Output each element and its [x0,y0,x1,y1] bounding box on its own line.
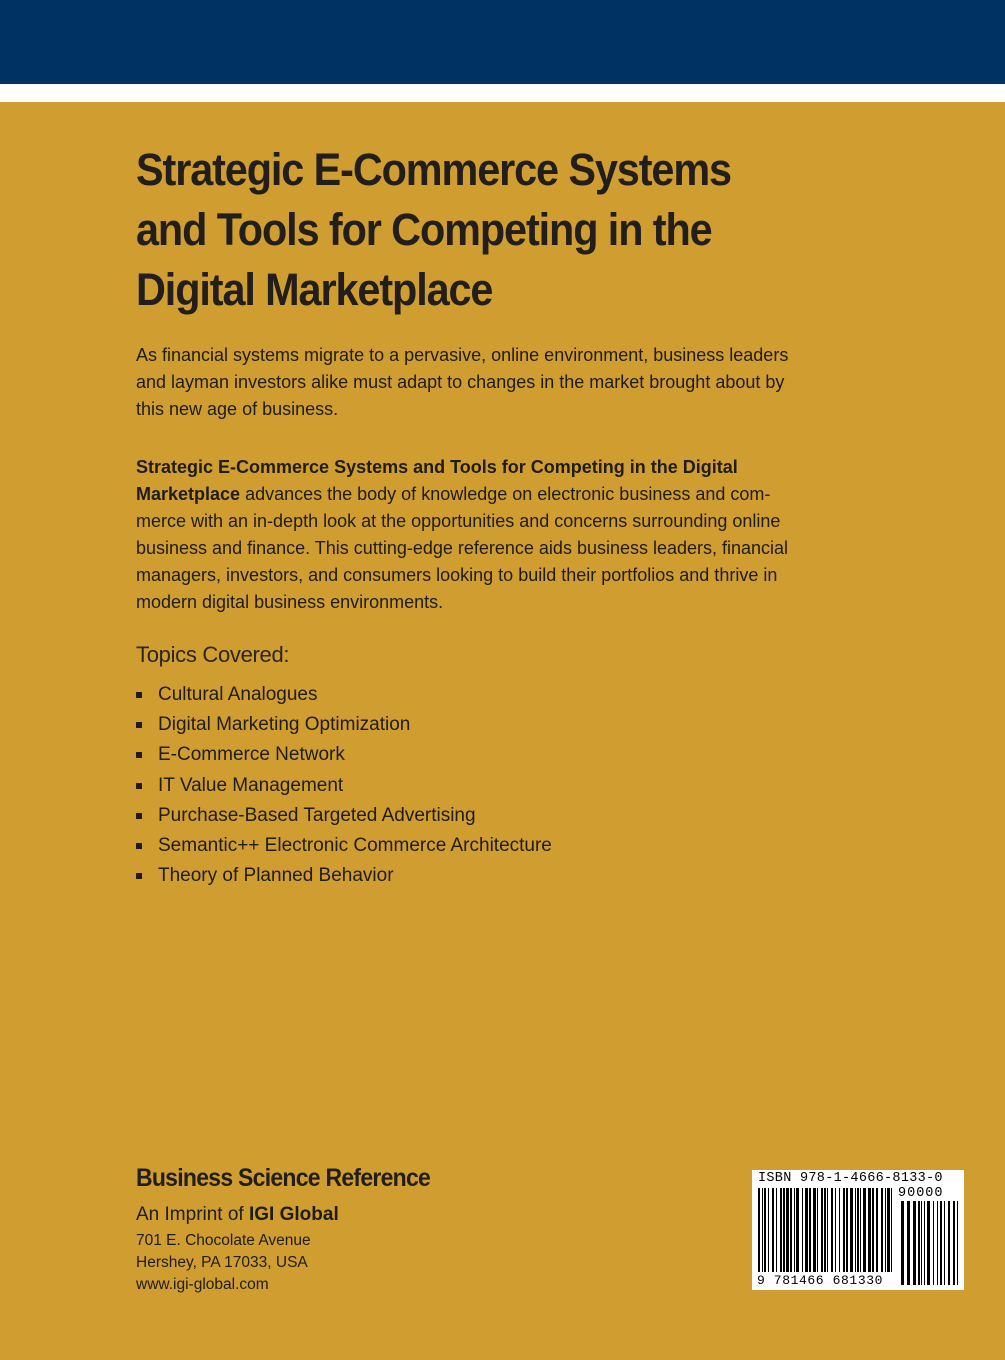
website-url: www.igi-global.com [136,1276,269,1293]
title-line: Digital Marketplace [136,264,493,315]
barcode-bar [885,1188,886,1272]
barcode-bar [921,1201,922,1285]
publisher-name: Business Science Reference [136,1164,431,1192]
barcode-bar [937,1201,938,1285]
barcode-bar [831,1188,833,1272]
barcode-bar [876,1188,878,1272]
barcode-bar [824,1188,826,1272]
address-line: 701 E. Chocolate Avenue [136,1232,311,1249]
barcode-bar [857,1188,859,1272]
barcode-bar [768,1188,769,1272]
barcode-bar [846,1188,848,1272]
barcode-bar [839,1188,840,1272]
barcode-bar [872,1188,874,1272]
topic-label: Cultural Analogues [158,684,318,706]
description-line: managers, investors, and consumers looking to build their portfolios and thrive in [136,565,778,585]
description-line: business and finance. This cutting-edge reference aids business leaders, financial [136,538,789,558]
description-title-bold: Marketplace [136,484,241,504]
barcode-bar [944,1201,945,1285]
description-title-bold: Strategic E-Commerce Systems and Tools for Competing in the Digital [136,457,738,477]
topics-heading: Topics Covered: [136,642,290,667]
barcode-bar [913,1201,916,1285]
barcode-bar [776,1188,777,1272]
barcode-bar [918,1201,920,1285]
barcode-bar [780,1188,782,1272]
topic-label: IT Value Management [158,774,344,796]
barcode-addon-digits: 90000 [898,1186,944,1201]
barcode-bar [933,1201,934,1285]
barcode-bar [850,1188,853,1272]
imprint-prefix: An Imprint of [136,1204,249,1225]
barcode-bar [764,1188,766,1272]
address-line: Hershey, PA 17033, USA [136,1254,308,1271]
barcode-bar [794,1188,795,1272]
description-line: modern digital business environments. [136,592,444,612]
barcode-bar [940,1201,942,1285]
barcode-bar [805,1188,808,1272]
barcode-bar [957,1201,958,1285]
title-line: Strategic E-Commerce Systems [136,144,731,195]
topic-label: Theory of Planned Behavior [158,865,394,887]
barcode-bar [827,1188,828,1272]
barcode-bar [881,1188,883,1272]
topic-label: Digital Marketing Optimization [158,714,411,736]
barcode-bar [891,1188,892,1272]
title-line: and Tools for Competing in the [136,204,712,255]
barcode-bar [790,1188,792,1272]
topic-label: E-Commerce Network [158,744,345,766]
barcode-bar [796,1188,799,1272]
barcode-bar [802,1188,803,1272]
barcode-bar [855,1188,856,1272]
barcode-bar [817,1188,818,1272]
barcode-bar [821,1188,823,1272]
description-line: merce with an in-depth look at the opportunities and concerns surrounding online [136,511,781,531]
intro-line: and layman investors alike must adapt to changes in the market brought about by [136,372,785,392]
barcode-bar [907,1201,910,1285]
barcode-bar [924,1201,925,1285]
barcode-bar [863,1188,866,1272]
barcode-bar [762,1188,763,1272]
barcode-bar [953,1201,955,1285]
barcode-bar [772,1188,774,1272]
barcode-bar [927,1201,930,1285]
barcode-bar [813,1188,816,1272]
imprint-company: IGI Global [249,1204,339,1225]
barcode-bar [835,1188,836,1272]
topic-label: Purchase-Based Targeted Advertising [158,804,476,826]
barcode-bar [901,1201,904,1285]
isbn-label: ISBN 978-1-4666-8133-0 [758,1171,943,1186]
barcode-bar [783,1188,785,1272]
barcode-bar [860,1188,861,1272]
barcode-bar [868,1188,871,1272]
barcode-bar [786,1188,789,1272]
intro-line: this new age of business. [136,399,339,419]
barcode-bar [948,1201,950,1285]
barcode-bar [843,1188,845,1272]
barcode-bar [809,1188,811,1272]
topic-label: Semantic++ Electronic Commerce Architecture [158,835,552,857]
barcode-bar [758,1188,760,1272]
description-text: advances the body of knowledge on electronic business and com- [240,484,771,504]
barcode-digits: 9 781466 681330 [757,1273,884,1288]
intro-line: As financial systems migrate to a pervasive, online environment, business leaders [136,345,789,365]
barcode-bar [887,1188,890,1272]
